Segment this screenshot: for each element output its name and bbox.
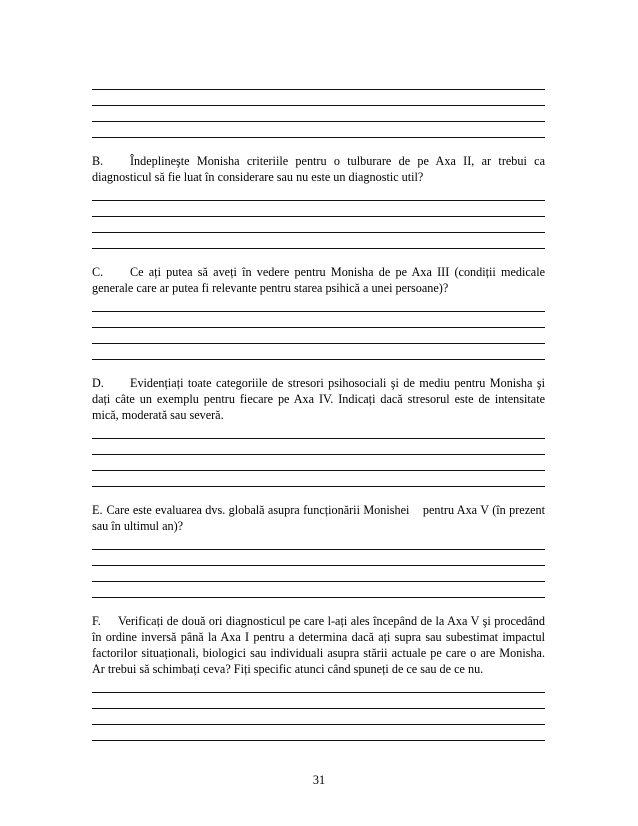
answer-line[interactable] (92, 455, 545, 471)
question-f (92, 613, 545, 677)
worksheet (92, 86, 549, 741)
page-number: 31 (312, 773, 326, 787)
question-text: Verificați de două ori diagnosticul pe care l-ați ales începând de la Axa V şi procedând în ordine inversă până la Axa I pentru a determina dacă ați supra sau subestimat impactul factorilor situaționali, biologici sau individuali asupra stării actuale pe care o are Monisha. Ar trebui să schimbați ceva? Fiți specific atunci când spuneți de ce sau de ce nu. (92, 614, 545, 676)
answer-line[interactable] (92, 550, 545, 566)
question-label: C. (92, 265, 104, 279)
question-text: Ce ați putea să aveți în vedere pentru Monisha de pe Axa III (condiții medicale generale care ar putea fi relevante pentru starea psihică a unei persoane)? (92, 265, 545, 295)
question-text: Care este evaluarea dvs. globală asupra funcționării Monishei pentru Axa V (în prezent sau în ultimul an)? (92, 503, 549, 533)
question-d (92, 375, 545, 423)
answer-line[interactable] (92, 582, 545, 598)
answer-line[interactable] (92, 296, 545, 312)
question-label: E. (92, 503, 103, 517)
question-label: D. (92, 376, 104, 390)
answer-line[interactable] (92, 217, 545, 233)
answer-line[interactable] (92, 122, 545, 138)
answer-line[interactable] (92, 534, 545, 550)
question-label: F. (92, 614, 101, 628)
answer-line[interactable] (92, 185, 545, 201)
answer-line[interactable] (92, 233, 545, 249)
answer-lines-b (92, 185, 545, 249)
answer-line[interactable] (92, 201, 545, 217)
question-label: B. (92, 154, 104, 168)
answer-line[interactable] (92, 423, 545, 439)
answer-line[interactable] (92, 90, 545, 106)
answer-line[interactable] (92, 439, 545, 455)
answer-line[interactable] (92, 312, 545, 328)
answer-line[interactable] (92, 566, 545, 582)
answer-line[interactable] (92, 725, 545, 741)
answer-lines-c (92, 296, 545, 360)
answer-line[interactable] (92, 693, 545, 709)
answer-lines-d (92, 423, 545, 487)
question-text: Evidențiați toate categoriile de stresori psihosociali şi de mediu pentru Monisha şi dați câte un exemplu pentru fiecare pe Axa IV. Indicați dacă stresorul este de intensitate mică, moderată sau severă. (92, 376, 545, 422)
answer-line[interactable] (92, 709, 545, 725)
question-text: Îndeplineşte Monisha criteriile pentru o tulburare de pe Axa II, ar trebui ca diagnosticul să fie luat în considerare sau nu este un diagnostic util? (92, 154, 545, 184)
question-e (92, 502, 549, 534)
answer-line[interactable] (92, 344, 545, 360)
answer-line[interactable] (92, 106, 545, 122)
answer-line[interactable] (92, 471, 545, 487)
question-b (92, 153, 545, 185)
answer-lines-e (92, 534, 545, 598)
answer-line[interactable] (92, 677, 545, 693)
question-c (92, 264, 545, 296)
answer-line[interactable] (92, 328, 545, 344)
answer-lines-a (92, 86, 545, 138)
answer-lines-f (92, 677, 545, 741)
